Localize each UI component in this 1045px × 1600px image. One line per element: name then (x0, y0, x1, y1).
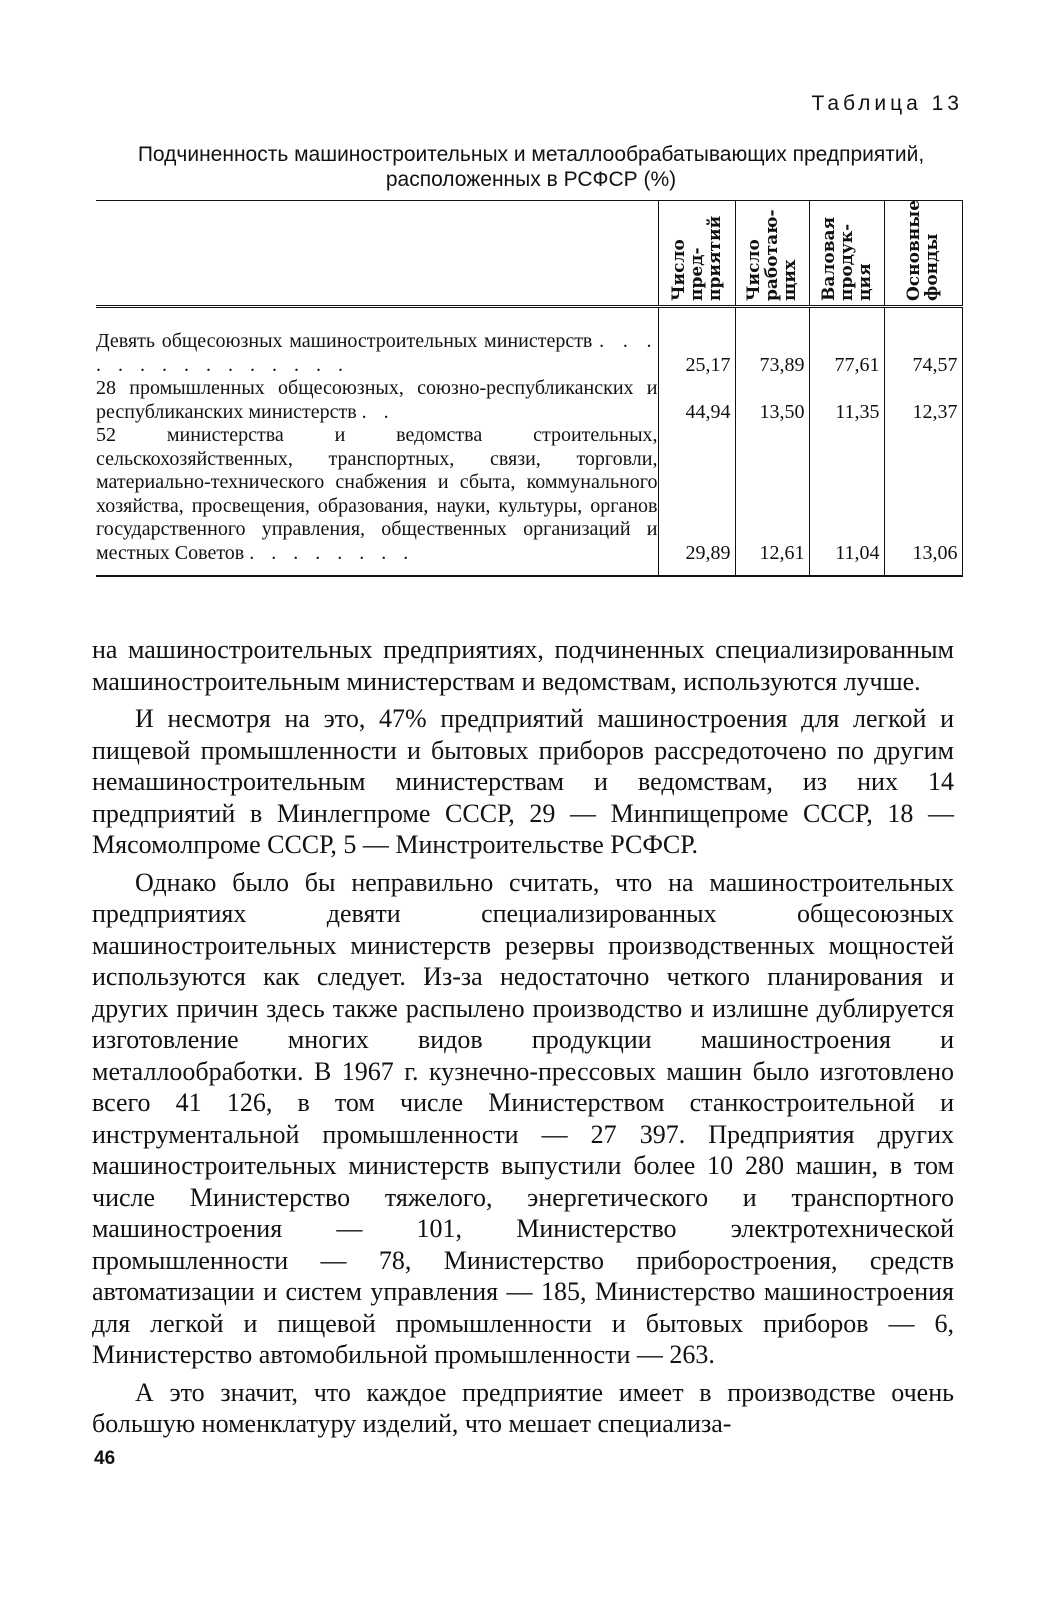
table-header-cell: Основные фонды (884, 201, 962, 307)
cell-value: 74,57 (884, 307, 962, 378)
cell-value: 12,37 (884, 377, 962, 424)
table-header-blank (96, 201, 658, 307)
cell-value: 12,61 (735, 424, 809, 576)
row-label: Девять общесоюзных машиностроительных министерств . . . . . . . . . . . . . . . (96, 330, 658, 376)
body-text (92, 634, 954, 1446)
table-row (96, 307, 962, 378)
paragraph: на машиностроительных предприятиях, подчиненных специализированным машиностроительным министерствам и ведомствам, используются лучше. (92, 635, 954, 696)
cell-value: 13,06 (884, 424, 962, 576)
table-row (96, 424, 962, 576)
cell-value: 11,35 (809, 377, 884, 424)
table-header-cell: Валовая продук- ция (809, 201, 884, 307)
row-label: 52 министерства и ведомства строительных, сельскохозяйственных, транспортных, связи, торговли, материально-технического снабжения и сбыта, коммунального хозяйства, просвещения, образования, науки, культуры, органов государственного управления, общественных организаций и местных Советов . . . . . . . . (96, 424, 658, 576)
table-row (96, 377, 962, 424)
cell-value: 13,50 (735, 377, 809, 424)
page-number: 46 (94, 1448, 116, 1469)
table-header-cell: Число пред- приятий (658, 201, 735, 307)
paragraph: А это значит, что каждое предприятие имеет в производстве очень большую номенклатуру изделий, что мешает специализа- (92, 1377, 954, 1438)
cell-value: 29,89 (658, 424, 735, 576)
table-header-row (96, 201, 962, 307)
cell-value: 11,04 (809, 424, 884, 576)
cell-value: 25,17 (658, 307, 735, 378)
cell-value: 73,89 (735, 307, 809, 378)
table-label: Таблица 13 (811, 92, 963, 115)
paragraph: Однако было бы неправильно считать, что на машиностроительных предприятиях девяти специализированных общесоюзных машиностроительных министерств резервы производственных мощностей используются как следует. Из-за недостаточно четкого планирования и других причин здесь также распылено производство и излишне дублируется изготовление многих видов продукции машиностроения и металлообработки. В 1967 г. кузнечно-прессовых машин было изготовлено всего 41 126, в том числе Министерством станкостроительной и инструментальной промышленности — 27 397. Предприятия других машиностроительных министерств выпустили более 10 280 машин, в том числе Министерство тяжелого, энергетического и транспортного машиностроения — 101, Министерство электротехнической промышленности — 78, Министерство приборостроения, средств автоматизации и систем управления — 185, Министерство машиностроения для легкой и пищевой промышленности и бытовых приборов — 6, Министерство автомобильной промышленности — 263. (92, 867, 954, 1369)
table-title: Подчиненность машиностроительных и металлообрабатывающих предприятий, расположенных в РСФСР (%) (137, 143, 925, 191)
cell-value: 77,61 (809, 307, 884, 378)
cell-value: 44,94 (658, 377, 735, 424)
table-header-cell: Число работаю- щих (735, 201, 809, 307)
data-table (96, 200, 963, 577)
row-label: 28 промышленных общесоюзных, союзно-республиканских и республиканских министерств . . (96, 377, 658, 423)
paragraph: И несмотря на это, 47% предприятий машиностроения для легкой и пищевой промышленности и бытовых приборов рассредоточено по другим немашиностроительным министерствам и ведомствам, из них 14 предприятий в Минлегпроме СССР, 29 — Минпищепроме СССР, 18 — Мясомолпроме СССР, 5 — Минстроительстве РСФСР. (92, 704, 954, 859)
